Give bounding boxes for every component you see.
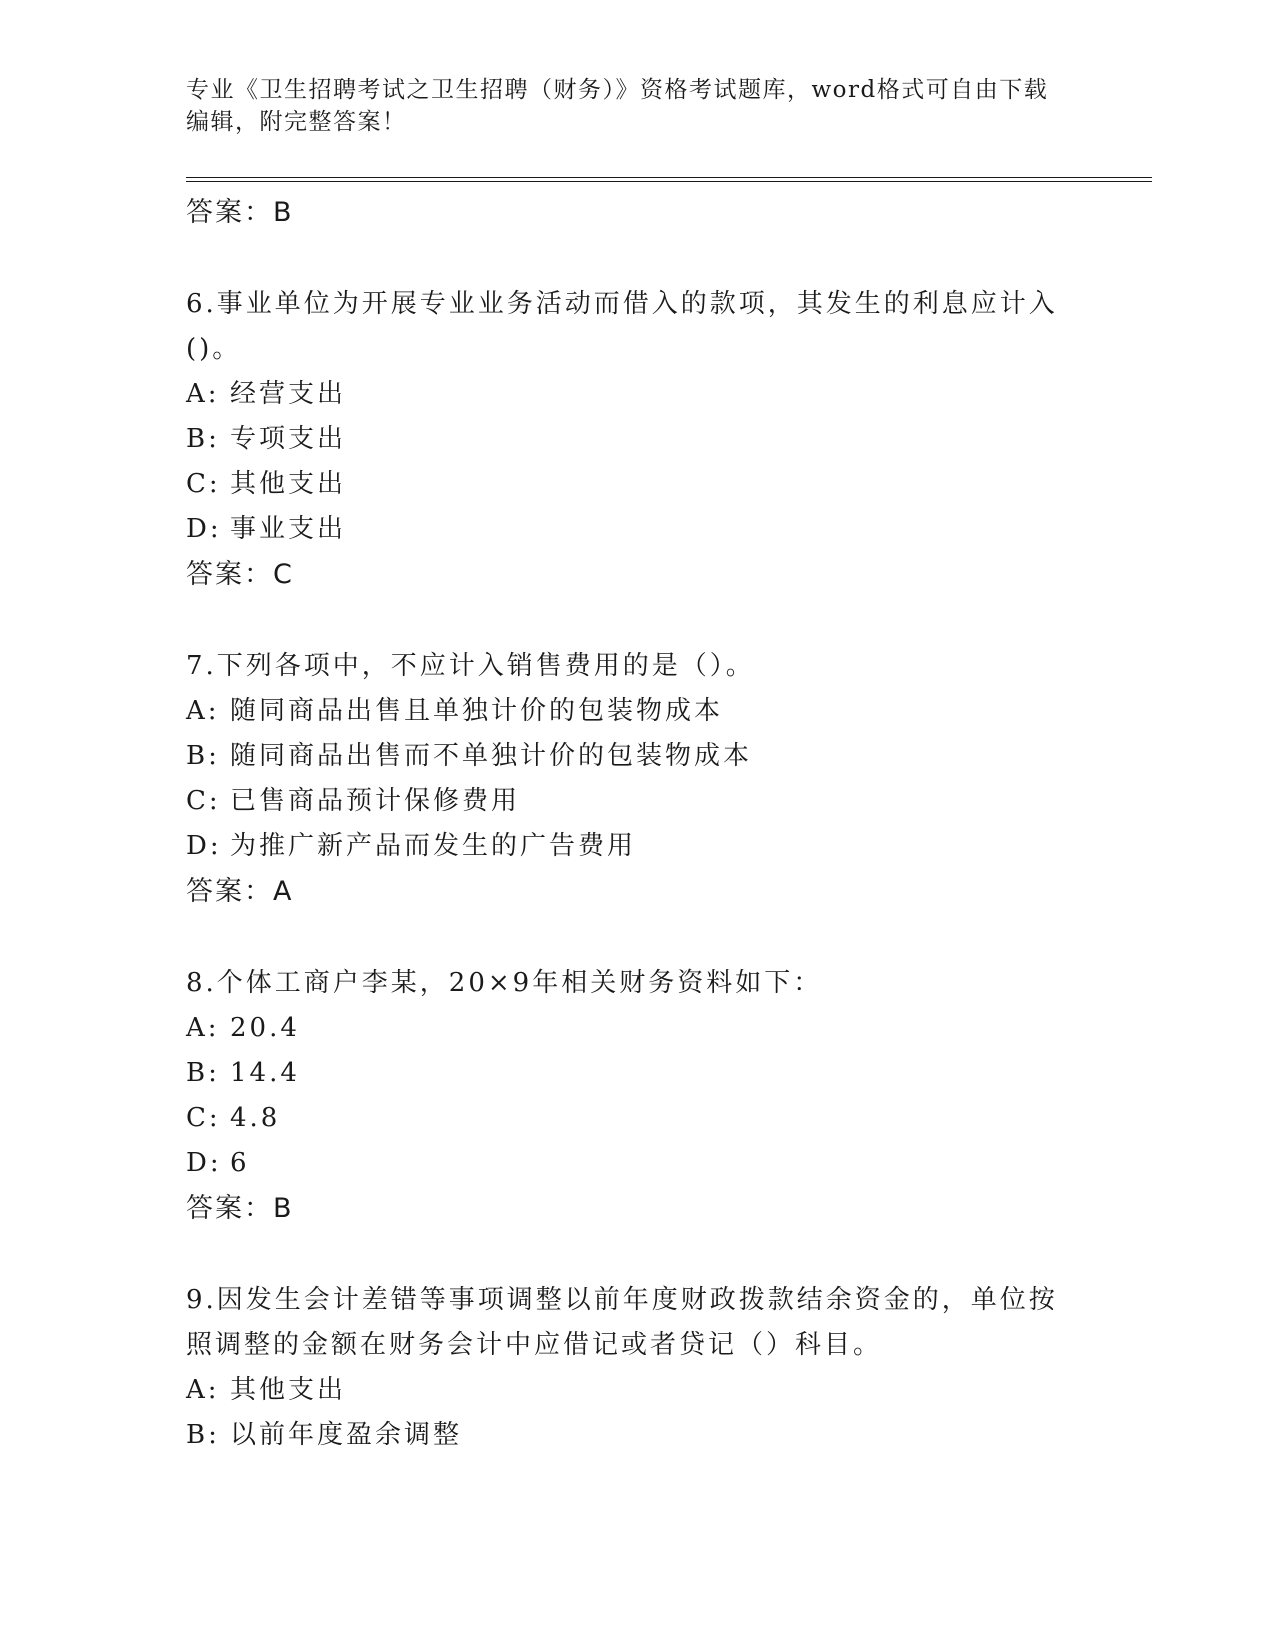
question-stem-continued: 照调整的金额在财务会计中应借记或者贷记（）科目。 (186, 1330, 883, 1360)
option-text: 经营支出 (230, 379, 347, 409)
question-8 (186, 961, 1066, 1231)
answer: 答案：A (186, 876, 294, 907)
answer: 答案：B (186, 1193, 294, 1224)
option-a (186, 372, 1066, 417)
spacer (186, 1231, 1066, 1278)
previous-answer: 答案：B (186, 197, 294, 228)
question-stem: 9.因发生会计差错等事项调整以前年度财政拨款结余资金的，单位按 (186, 1285, 1058, 1315)
option-text: 为推广新产品而发生的广告费用 (230, 831, 637, 861)
document-header (186, 74, 1066, 138)
option-letter: B: (186, 1058, 220, 1088)
option-letter: C: (186, 786, 221, 816)
option-text: 20.4 (230, 1013, 300, 1043)
option-c (186, 1096, 1066, 1141)
option-text: 4.8 (230, 1103, 281, 1133)
option-b (186, 1051, 1066, 1096)
option-text: 14.4 (230, 1058, 300, 1088)
option-letter: B: (186, 741, 220, 771)
answer: 答案：C (186, 559, 294, 590)
option-letter: A: (186, 1375, 220, 1405)
header-line-1: 专业《卫生招聘考试之卫生招聘（财务）》资格考试题库，word格式可自由下载 (186, 77, 1049, 103)
question-7 (186, 644, 1066, 914)
option-a (186, 1006, 1066, 1051)
option-b (186, 1413, 1066, 1458)
option-c (186, 779, 1066, 824)
option-d (186, 507, 1066, 552)
question-list (186, 190, 1066, 1458)
spacer (186, 914, 1066, 961)
option-a (186, 1368, 1066, 1413)
option-a (186, 689, 1066, 734)
option-letter: A: (186, 696, 220, 726)
option-d (186, 824, 1066, 869)
option-c (186, 462, 1066, 507)
option-letter: D: (186, 831, 222, 861)
option-text: 6 (230, 1148, 250, 1178)
option-text: 专项支出 (230, 424, 347, 454)
option-letter: C: (186, 469, 221, 499)
header-divider (186, 177, 1152, 182)
option-b (186, 734, 1066, 779)
header-line-2: 编辑，附完整答案！ (186, 109, 407, 135)
question-stem: 8.个体工商户李某，20×9年相关财务资料如下： (186, 968, 823, 998)
question-stem: 7.下列各项中，不应计入销售费用的是（）。 (186, 651, 755, 681)
option-letter: A: (186, 379, 220, 409)
question-6 (186, 282, 1066, 597)
option-letter: D: (186, 1148, 222, 1178)
option-d (186, 1141, 1066, 1186)
option-text: 随同商品出售而不单独计价的包装物成本 (230, 741, 753, 771)
option-text: 以前年度盈余调整 (230, 1420, 463, 1450)
option-letter: B: (186, 424, 220, 454)
option-letter: C: (186, 1103, 221, 1133)
option-text: 随同商品出售且单独计价的包装物成本 (230, 696, 724, 726)
question-stem-continued: ()。 (186, 334, 242, 364)
option-b (186, 417, 1066, 462)
question-stem: 6.事业单位为开展专业业务活动而借入的款项，其发生的利息应计入 (186, 289, 1058, 319)
option-letter: D: (186, 514, 222, 544)
option-text: 其他支出 (230, 469, 347, 499)
option-letter: B: (186, 1420, 220, 1450)
option-text: 事业支出 (230, 514, 347, 544)
option-text: 已售商品预计保修费用 (230, 786, 521, 816)
spacer (186, 235, 1066, 282)
option-letter: A: (186, 1013, 220, 1043)
option-text: 其他支出 (230, 1375, 347, 1405)
spacer (186, 597, 1066, 644)
question-9 (186, 1278, 1066, 1458)
